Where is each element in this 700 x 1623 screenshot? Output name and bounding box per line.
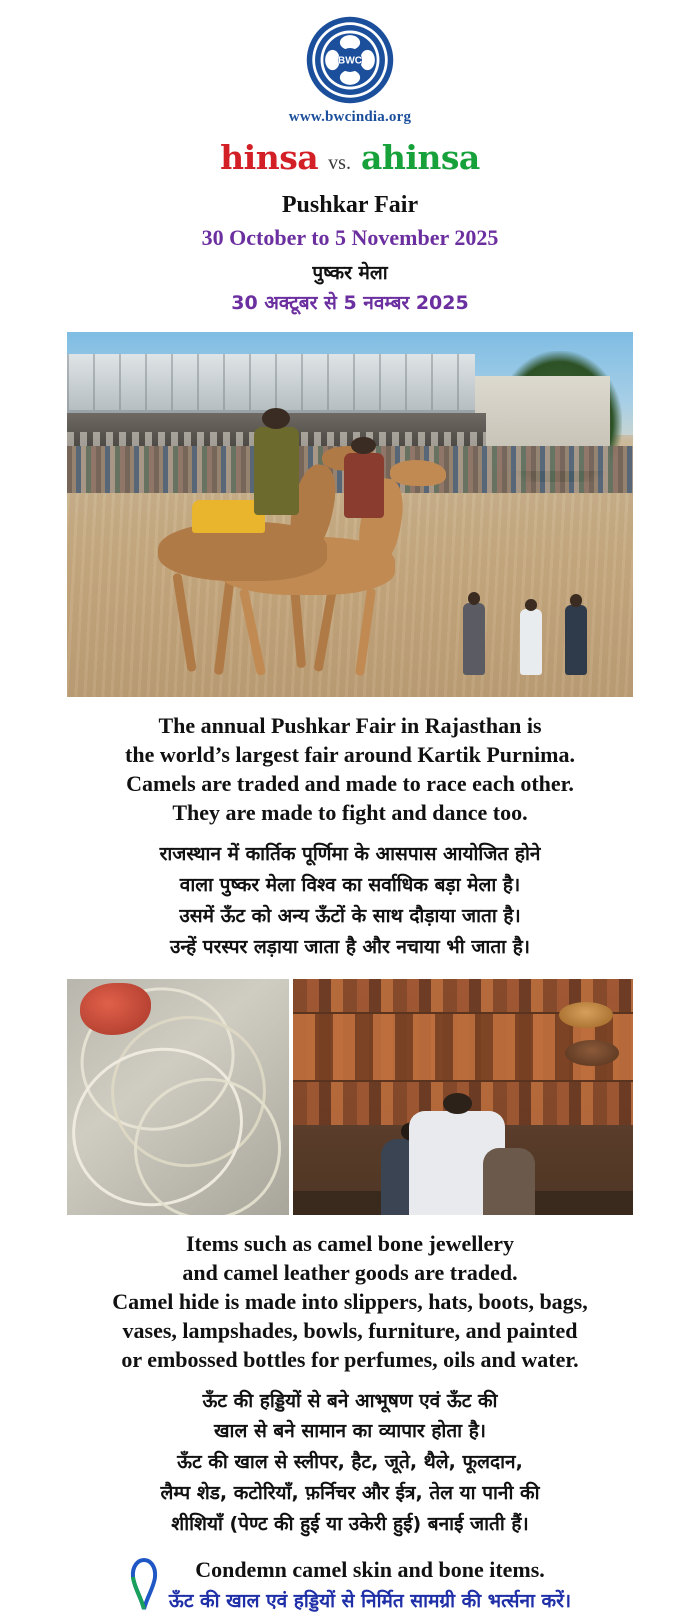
vs-word: vs. [328, 152, 351, 174]
hinsa-word: hinsa [220, 138, 319, 177]
body2-hindi-line: ऊँट की हड्डियों से बने आभूषण एवं ऊँट की [202, 1389, 498, 1412]
bwc-logo-icon [304, 14, 396, 106]
ahinsa-word: ahinsa [360, 138, 480, 177]
camel-race-photo [67, 332, 633, 697]
logo-url[interactable]: www.bwcindia.org [288, 109, 412, 125]
body1-hindi-line: उन्हें परस्पर लड़ाया जाता है और नचाया भी जाता है। [169, 935, 531, 958]
camel-bone-jewellery-photo [67, 979, 289, 1215]
body1-hindi-line: वाला पुष्कर मेला विश्व का सर्वाधिक बड़ा मेला है। [179, 874, 521, 897]
body2-english-line: Items such as camel bone jewellery [185, 1230, 515, 1256]
footer-english: Condemn camel skin and bone items. [195, 1556, 545, 1582]
spectator [463, 603, 485, 675]
body1-hindi [50, 839, 650, 962]
body1-english-line: The annual Pushkar Fair in Rajasthan is [158, 713, 542, 739]
body2-hindi-line: शीशियाँ (पेण्ट की हुई या उकेरी हुई) बनाई जाती हैं। [171, 1512, 529, 1535]
camel-rider [344, 453, 384, 519]
awareness-ribbon-icon [129, 1557, 159, 1611]
body2-english-line: and camel leather goods are traded. [182, 1259, 518, 1285]
footer-text [169, 1556, 571, 1614]
body2-hindi [50, 1386, 650, 1540]
leather-hat [565, 1040, 619, 1066]
page-title-english: Pushkar Fair [281, 192, 419, 218]
logo-block [289, 14, 411, 126]
page-dates-english: 30 October to 5 November 2025 [201, 225, 499, 251]
hinsa-vs-ahinsa-banner [220, 138, 480, 177]
photo-ground [67, 493, 633, 697]
page-title-hindi: पुष्कर मेला [312, 262, 388, 285]
footer-appeal [40, 1556, 660, 1614]
leather-hat [559, 1002, 613, 1028]
body1-english-line: Camels are traded and made to race each other. [126, 771, 574, 797]
footer-hindi: ऊँट की खाल एवं हड्डियों से निर्मित सामग्री की भर्त्सना करें। [168, 1590, 572, 1613]
camel-leather-goods-market-photo [293, 979, 633, 1215]
body1-hindi-line: राजस्थान में कार्तिक पूर्णिमा के आसपास आयोजित होने [159, 843, 541, 866]
camel-rider [254, 427, 299, 515]
body2-hindi-line: ऊँट की खाल से स्लीपर, हैट, जूते, थैले, फूलदान, [177, 1451, 523, 1474]
title-block [202, 189, 499, 316]
camel-head [390, 460, 447, 486]
photo-canopy [67, 354, 475, 412]
body2-english [50, 1229, 650, 1374]
body2-hindi-line: लैम्प शेड, कटोरियाँ, फ़र्निचर और ईत्र, तेल या पानी की [160, 1482, 540, 1504]
body1-english-line: the world’s largest fair around Kartik Purnima. [125, 742, 575, 768]
spectator [520, 609, 542, 675]
spectator [565, 605, 587, 675]
body2-english-line: Camel hide is made into slippers, hats, boots, bags, [112, 1288, 588, 1314]
body1-english [50, 711, 650, 827]
logo-monogram: BWC [337, 55, 363, 67]
body1-english-line: They are made to fight and dance too. [172, 800, 528, 826]
body2-hindi-line: खाल से बने सामान का व्यापार होता है। [214, 1420, 486, 1443]
photo-row [67, 979, 633, 1215]
shopper [483, 1148, 535, 1214]
body2-english-line: or embossed bottles for perfumes, oils and water. [121, 1346, 579, 1372]
body2-english-line: vases, lampshades, bowls, furniture, and painted [122, 1317, 578, 1343]
body1-hindi-line: उसमें ऊँट को अन्य ऊँटों के साथ दौड़ाया जाता है। [179, 905, 521, 928]
page-dates-hindi: 30 अक्टूबर से 5 नवम्बर 2025 [231, 291, 469, 314]
